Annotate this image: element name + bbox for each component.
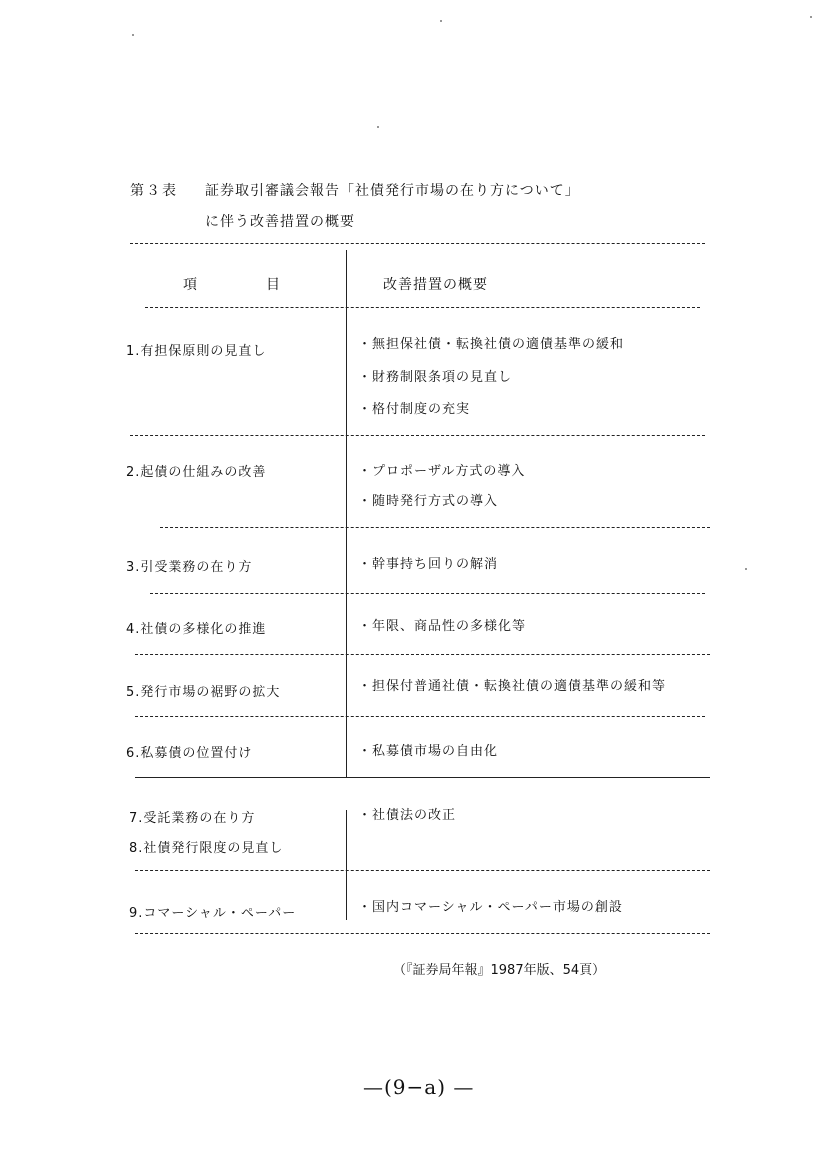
row-measure: ・随時発行方式の導入 — [358, 494, 499, 509]
row-item: 7.受託業務の在り方 — [129, 811, 256, 826]
row-item: 6.私募債の位置付け — [126, 746, 253, 761]
row-item: 1.有担保原則の見直し — [126, 344, 267, 359]
header-summary: 改善措置の概要 — [383, 277, 488, 293]
row-item: 4.社債の多様化の推進 — [126, 622, 267, 637]
row-item: 3.引受業務の在り方 — [126, 560, 253, 575]
table-bottom-rule — [135, 933, 710, 934]
table-subtitle: に伴う改善措置の概要 — [205, 214, 355, 230]
row-measure: ・幹事持ち回りの解消 — [358, 557, 499, 572]
row-measure: ・年限、商品性の多様化等 — [358, 619, 527, 634]
row-measure: ・担保付普通社債・転換社債の適債基準の緩和等 — [358, 679, 667, 694]
scan-speck — [377, 126, 379, 128]
column-divider — [346, 250, 347, 778]
page-number: —(9−a) — — [363, 1075, 475, 1099]
row-item: 9.コマーシャル・ペーパー — [129, 906, 297, 921]
header-item-part2: 目 — [266, 277, 280, 293]
row-divider — [160, 527, 710, 528]
scan-speck — [132, 34, 134, 36]
row-divider — [135, 777, 710, 778]
row-divider — [130, 435, 705, 436]
scan-speck — [745, 568, 747, 570]
row-measure: ・無担保社債・転換社債の適債基準の緩和 — [358, 337, 625, 352]
row-item: 5.発行市場の裾野の拡大 — [126, 685, 281, 700]
table-title: 証券取引審議会報告「社債発行市場の在り方について」 — [205, 183, 580, 199]
header-item-part1: 項 — [183, 277, 197, 293]
table-top-rule — [130, 243, 705, 244]
header-bottom-rule — [145, 307, 700, 308]
row-measure: ・国内コマーシャル・ペーパー市場の創設 — [358, 900, 623, 915]
row-measure: ・私募債市場の自由化 — [358, 744, 499, 759]
row-measure: ・財務制限条項の見直し — [358, 370, 513, 385]
table-label: 第３表 — [130, 183, 178, 199]
row-measure: ・プロポーザル方式の導入 — [358, 464, 526, 479]
row-divider — [135, 716, 705, 717]
scan-speck — [810, 16, 812, 18]
column-divider — [346, 810, 347, 920]
row-divider — [135, 870, 710, 871]
row-divider — [135, 654, 710, 655]
row-measure: ・格付制度の充実 — [358, 402, 471, 417]
row-item: 2.起債の仕組みの改善 — [126, 465, 267, 480]
scan-speck — [440, 20, 442, 22]
row-divider — [150, 593, 705, 594]
source-citation: （『証券局年報』1987年版、54頁） — [393, 963, 606, 978]
row-measure: ・社債法の改正 — [358, 808, 457, 823]
row-item: 8.社債発行限度の見直し — [129, 841, 284, 856]
